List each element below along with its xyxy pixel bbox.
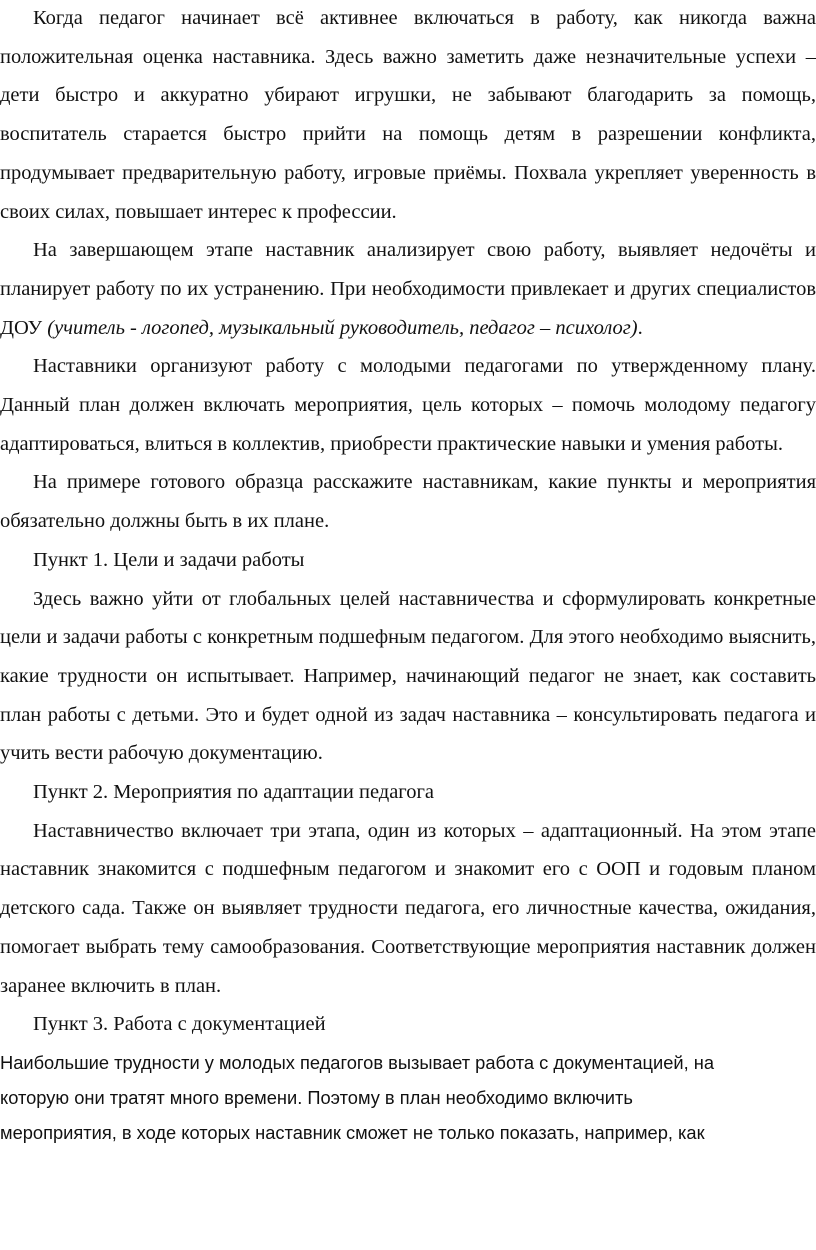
paragraph-praise: Когда педагог начинает всё активнее включаться в работу, как никогда важна положительная оценка наставника. Здесь важно заметить даже незначительные успехи – дети быстро и аккуратно убирают игрушки, не забывают благодарить за помощь, воспитатель старается быстро прийти на помощь детям в разрешении конфликта, продумывает предварительную работу, игровые приёмы. Похвала укрепляет уверенность в своих силах, повышает интерес к профессии. bbox=[0, 7, 816, 223]
heading-point-1: Пункт 1. Цели и задачи работы bbox=[33, 548, 305, 571]
paragraph-documentation-line-3: мероприятия, в ходе которых наставник сможет не только показать, например, как bbox=[0, 1121, 705, 1143]
paragraph-final-stage-text: На завершающем этапе наставник анализирует свою работу, выявляет недочёты и планирует работу по их устранению. При необходимости привлекает и других специалистов ДОУ bbox=[0, 239, 816, 339]
paragraph-documentation-line-2: которую они тратят много времени. Поэтому в план необходимо включить bbox=[0, 1086, 633, 1108]
paragraph-goals: Здесь важно уйти от глобальных целей наставничества и сформулировать конкретные цели и задачи работы с конкретным подшефным педагогом. Для этого необходимо выяснить, какие трудности он испытывает. Например, начинающий педагог не знает, как составить план работы с детьми. Это и будет одной из задач наставника – консультировать педагога и учить вести рабочую документацию. bbox=[0, 587, 816, 765]
paragraph-final-stage-end: . bbox=[637, 316, 643, 339]
paragraph-final-stage-specialists: (учитель - логопед, музыкальный руководитель, педагог – психолог) bbox=[47, 316, 638, 339]
paragraph-documentation-line-1: Наибольшие трудности у молодых педагогов вызывает работа с документацией, на bbox=[0, 1051, 714, 1073]
paragraph-sample-example: На примере готового образца расскажите наставникам, какие пункты и мероприятия обязательно должны быть в их плане. bbox=[0, 471, 816, 533]
paragraph-final-stage bbox=[0, 231, 816, 347]
paragraph-documentation bbox=[0, 1045, 816, 1150]
heading-point-2: Пункт 2. Мероприятия по адаптации педагога bbox=[33, 781, 434, 804]
paragraph-adaptation: Наставничество включает три этапа, один из которых – адаптационный. На этом этапе наставник знакомится с подшефным педагогом и знакомит его с ООП и годовым планом детского сада. Также он выявляет трудности педагога, его личностные качества, ожидания, помогает выбрать тему самообразования. Соответствующие мероприятия наставник должен заранее включить в план. bbox=[0, 819, 816, 997]
paragraph-mentors-plan: Наставники организуют работу с молодыми педагогами по утвержденному плану. Данный план должен включать мероприятия, цель которых – помочь молодому педагогу адаптироваться, влиться в коллектив, приобрести практические навыки и умения работы. bbox=[0, 355, 816, 455]
heading-point-3: Пункт 3. Работа с документацией bbox=[33, 1013, 326, 1036]
